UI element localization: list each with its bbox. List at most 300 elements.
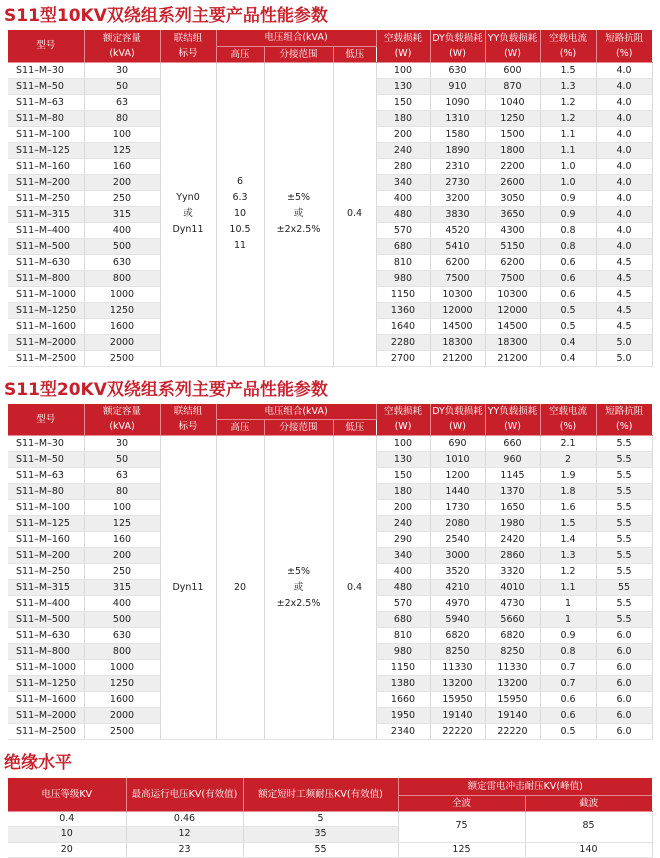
cell: 0.5	[540, 318, 596, 334]
cell-model: S11–M–80	[8, 484, 84, 500]
cell: 960	[485, 452, 540, 468]
col-max-voltage: 最高运行电压KV(有效值)	[126, 778, 243, 811]
cell-model: S11–M–50	[8, 452, 84, 468]
cell: 130	[376, 78, 430, 94]
cell: 4210	[430, 580, 485, 596]
cell: 7500	[430, 270, 485, 286]
cell: 6.0	[596, 676, 652, 692]
cell: 6200	[485, 254, 540, 270]
cell: 1580	[430, 126, 485, 142]
cell: 4730	[485, 596, 540, 612]
cell-capacity: 800	[84, 270, 160, 286]
cell-capacity: 30	[84, 436, 160, 452]
cell-model: S11–M–1000	[8, 286, 84, 302]
cell-capacity: 630	[84, 628, 160, 644]
cell: 810	[376, 254, 430, 270]
cell: 400	[376, 564, 430, 580]
cell: 570	[376, 596, 430, 612]
col-voltage: 电压组合(kVA)	[216, 30, 376, 46]
cell-lv: 0.4	[333, 436, 376, 740]
cell-hv-line: 6.3	[232, 192, 248, 203]
cell-tap-line: 或	[293, 208, 304, 219]
cell: 5.5	[596, 532, 652, 548]
cell: 100	[376, 62, 430, 78]
cell: 0.5	[540, 724, 596, 740]
table-row	[8, 62, 652, 78]
cell: 4300	[485, 222, 540, 238]
cell: 0.6	[540, 692, 596, 708]
cell-capacity: 1000	[84, 660, 160, 676]
cell: 1090	[430, 94, 485, 110]
cell-model: S11–M–2500	[8, 350, 84, 366]
cell: 1440	[430, 484, 485, 500]
cell: 4.0	[596, 62, 652, 78]
cell: 980	[376, 270, 430, 286]
cell: 5150	[485, 238, 540, 254]
cell-capacity: 400	[84, 222, 160, 238]
cell-capacity: 63	[84, 468, 160, 484]
cell: 1.0	[540, 158, 596, 174]
cell-model: S11–M–125	[8, 516, 84, 532]
cell: 3320	[485, 564, 540, 580]
cell: 240	[376, 142, 430, 158]
cell: 12000	[430, 302, 485, 318]
cell: 13200	[430, 676, 485, 692]
cell: 35	[243, 827, 398, 843]
cell: 1150	[376, 286, 430, 302]
cell: 980	[376, 644, 430, 660]
cell: 680	[376, 612, 430, 628]
cell: 1370	[485, 484, 540, 500]
cell-group	[160, 62, 216, 366]
cell: 0.9	[540, 628, 596, 644]
cell-full-merged: 75	[398, 811, 525, 842]
cell: 12	[126, 827, 243, 843]
cell: 0.4	[8, 811, 126, 827]
cell: 0.4	[540, 350, 596, 366]
cell: 4.5	[596, 254, 652, 270]
cell: 6200	[430, 254, 485, 270]
cell: 480	[376, 580, 430, 596]
cell: 5940	[430, 612, 485, 628]
cell-hv-line: 6	[236, 176, 244, 187]
cell: 180	[376, 484, 430, 500]
col-group: 联结组 标号	[160, 30, 216, 62]
cell: 2420	[485, 532, 540, 548]
cell-capacity: 50	[84, 78, 160, 94]
col-group: 联结组 标号	[160, 404, 216, 436]
cell: 18300	[430, 334, 485, 350]
cell: 4.0	[596, 126, 652, 142]
cell-model: S11–M–30	[8, 436, 84, 452]
cell: 1.6	[540, 500, 596, 516]
cell: 130	[376, 452, 430, 468]
cell: 0.8	[540, 222, 596, 238]
cell: 1890	[430, 142, 485, 158]
cell-group-line: Dyn11	[172, 224, 204, 235]
cell-model: S11–M–400	[8, 222, 84, 238]
col-hv: 高压	[216, 46, 264, 62]
col-i0: 空载电流 (%)	[540, 30, 596, 62]
cell: 22220	[485, 724, 540, 740]
cell: 680	[376, 238, 430, 254]
cell: 11330	[430, 660, 485, 676]
cell: 4.0	[596, 158, 652, 174]
cell: 5.5	[596, 612, 652, 628]
cell: 4.0	[596, 206, 652, 222]
cell: 5.5	[596, 516, 652, 532]
cell-tap-line: ±2x2.5%	[276, 224, 321, 235]
cell-model: S11–M–500	[8, 238, 84, 254]
cell: 55	[596, 580, 652, 596]
cell: 5.5	[596, 468, 652, 484]
cell: 100	[376, 436, 430, 452]
insulation-table	[8, 778, 653, 858]
cell: 1	[540, 612, 596, 628]
cell: 2730	[430, 174, 485, 190]
table-header	[8, 30, 652, 62]
cell: 2080	[430, 516, 485, 532]
cell-model: S11–M–250	[8, 190, 84, 206]
cell-hv-line: 10	[233, 208, 247, 219]
cell: 19140	[430, 708, 485, 724]
cell: 5.5	[596, 484, 652, 500]
cell-model: S11–M–1600	[8, 692, 84, 708]
cell-model: S11–M–50	[8, 78, 84, 94]
cell-model: S11–M–63	[8, 468, 84, 484]
col-model: 型号	[8, 30, 84, 62]
col-hv: 高压	[216, 420, 264, 436]
cell: 5.0	[596, 334, 652, 350]
cell: 1.1	[540, 580, 596, 596]
cell-capacity: 1250	[84, 302, 160, 318]
cell: 6.0	[596, 724, 652, 740]
table-10kv	[8, 30, 653, 367]
cell: 480	[376, 206, 430, 222]
col-tap: 分接范围	[264, 420, 333, 436]
cell-capacity: 125	[84, 142, 160, 158]
cell: 13200	[485, 676, 540, 692]
cell: 600	[485, 62, 540, 78]
cell: 5660	[485, 612, 540, 628]
cell: 910	[430, 78, 485, 94]
cell: 2200	[485, 158, 540, 174]
cell: 870	[485, 78, 540, 94]
cell-model: S11–M–800	[8, 270, 84, 286]
cell-model: S11–M–1250	[8, 676, 84, 692]
cell-model: S11–M–2500	[8, 724, 84, 740]
cell: 570	[376, 222, 430, 238]
cell: 1.1	[540, 126, 596, 142]
cell: 0.8	[540, 644, 596, 660]
cell-model: S11–M–250	[8, 564, 84, 580]
cell: 1800	[485, 142, 540, 158]
cell: 4.5	[596, 318, 652, 334]
cell: 810	[376, 628, 430, 644]
cell-capacity: 125	[84, 516, 160, 532]
cell-hv-line: 10.5	[229, 224, 251, 235]
cell-capacity: 160	[84, 532, 160, 548]
cell: 1200	[430, 468, 485, 484]
cell-capacity: 80	[84, 110, 160, 126]
cell: 4.0	[596, 110, 652, 126]
col-dy: DY负载损耗 (W)	[430, 404, 485, 436]
cell-capacity: 50	[84, 452, 160, 468]
cell: 200	[376, 500, 430, 516]
cell: 0.5	[540, 302, 596, 318]
cell-capacity: 160	[84, 158, 160, 174]
cell-capacity: 200	[84, 548, 160, 564]
cell: 0.4	[540, 334, 596, 350]
cell-capacity: 400	[84, 596, 160, 612]
table-20kv	[8, 404, 653, 741]
cell: 1250	[485, 110, 540, 126]
cell: 4.0	[596, 174, 652, 190]
cell: 1145	[485, 468, 540, 484]
table-header	[8, 778, 652, 811]
cell: 14500	[430, 318, 485, 334]
cell: 55	[243, 842, 398, 858]
col-p0: 空载损耗 (W)	[376, 404, 430, 436]
cell: 18300	[485, 334, 540, 350]
cell-tap-line: ±2x2.5%	[276, 597, 321, 609]
cell: 6.0	[596, 644, 652, 660]
col-model: 型号	[8, 404, 84, 436]
cell: 1010	[430, 452, 485, 468]
cell: 5.0	[596, 350, 652, 366]
cell-capacity: 315	[84, 206, 160, 222]
col-yy: YY负载损耗 (W)	[485, 30, 540, 62]
cell: 3830	[430, 206, 485, 222]
cell: 200	[376, 126, 430, 142]
cell: 6.0	[596, 660, 652, 676]
cell: 0.9	[540, 206, 596, 222]
cell-capacity: 30	[84, 62, 160, 78]
cell-model: S11–M–1250	[8, 302, 84, 318]
cell: 4010	[485, 580, 540, 596]
cell-hv	[216, 62, 264, 366]
cell-tap-line: ±5%	[286, 565, 311, 577]
cell-capacity: 1250	[84, 676, 160, 692]
cell-hv-line: 11	[233, 240, 247, 251]
cell: 690	[430, 436, 485, 452]
cell: 0.46	[126, 811, 243, 827]
cell: 1.2	[540, 110, 596, 126]
cell: 2700	[376, 350, 430, 366]
cell: 1380	[376, 676, 430, 692]
cell: 10300	[485, 286, 540, 302]
cell-hv	[216, 436, 264, 740]
cell: 22220	[430, 724, 485, 740]
cell: 1500	[485, 126, 540, 142]
cell-model: S11–M–315	[8, 580, 84, 596]
cell: 180	[376, 110, 430, 126]
cell: 3650	[485, 206, 540, 222]
cell: 3000	[430, 548, 485, 564]
cell: 5.5	[596, 436, 652, 452]
col-full-wave: 全波	[398, 795, 525, 811]
cell: 4970	[430, 596, 485, 612]
cell: 1.2	[540, 564, 596, 580]
cell: 12000	[485, 302, 540, 318]
cell: 1.5	[540, 516, 596, 532]
cell: 15950	[485, 692, 540, 708]
cell: 1150	[376, 660, 430, 676]
cell-model: S11–M–80	[8, 110, 84, 126]
col-capacity: 额定容量 (kVA)	[84, 404, 160, 436]
cell-chopped-merged: 85	[525, 811, 652, 842]
col-capacity: 额定容量 (kVA)	[84, 30, 160, 62]
cell: 3050	[485, 190, 540, 206]
cell: 1.3	[540, 78, 596, 94]
table-row	[8, 811, 652, 827]
cell-model: S11–M–315	[8, 206, 84, 222]
cell-capacity: 800	[84, 644, 160, 660]
cell: 6820	[485, 628, 540, 644]
col-tap: 分接范围	[264, 46, 333, 62]
table-10kv-section	[0, 5, 660, 367]
cell: 0.8	[540, 238, 596, 254]
cell: 5	[243, 811, 398, 827]
cell: 6.0	[596, 628, 652, 644]
cell: 1.0	[540, 174, 596, 190]
cell: 1950	[376, 708, 430, 724]
cell: 1980	[485, 516, 540, 532]
cell-capacity: 80	[84, 484, 160, 500]
table-body	[8, 436, 652, 740]
cell: 23	[126, 842, 243, 858]
cell: 1640	[376, 318, 430, 334]
cell-model: S11–M–1600	[8, 318, 84, 334]
cell-capacity: 100	[84, 500, 160, 516]
col-uk: 短路抗阻 (%)	[596, 404, 652, 436]
cell: 150	[376, 468, 430, 484]
cell-model: S11–M–125	[8, 142, 84, 158]
cell: 6.0	[596, 692, 652, 708]
cell: 1.1	[540, 142, 596, 158]
cell-capacity: 500	[84, 612, 160, 628]
cell: 2310	[430, 158, 485, 174]
cell-capacity: 500	[84, 238, 160, 254]
cell-group-line: Dyn11	[172, 581, 204, 593]
table-header	[8, 404, 652, 436]
cell: 1.8	[540, 484, 596, 500]
cell: 19140	[485, 708, 540, 724]
table-body	[8, 62, 652, 366]
cell-tap	[264, 436, 333, 740]
cell: 5.5	[596, 452, 652, 468]
cell: 1650	[485, 500, 540, 516]
cell: 0.9	[540, 190, 596, 206]
col-lv: 低压	[333, 46, 376, 62]
cell-model: S11–M–630	[8, 254, 84, 270]
cell: 290	[376, 532, 430, 548]
cell: 2860	[485, 548, 540, 564]
section-title-insulation: 绝缘水平	[4, 753, 72, 773]
cell: 4.0	[596, 142, 652, 158]
cell: 660	[485, 436, 540, 452]
cell-capacity: 2500	[84, 724, 160, 740]
cell: 10300	[430, 286, 485, 302]
cell: 140	[525, 842, 652, 858]
cell: 0.6	[540, 708, 596, 724]
cell-tap	[264, 62, 333, 366]
cell-model: S11–M–63	[8, 94, 84, 110]
cell: 240	[376, 516, 430, 532]
col-impulse: 额定雷电冲击耐压KV(峰值)	[398, 778, 652, 795]
cell: 340	[376, 174, 430, 190]
cell: 4.5	[596, 270, 652, 286]
cell-model: S11–M–100	[8, 500, 84, 516]
cell: 4520	[430, 222, 485, 238]
cell-group	[160, 436, 216, 740]
cell: 21200	[430, 350, 485, 366]
cell: 4.0	[596, 222, 652, 238]
cell: 8250	[430, 644, 485, 660]
cell: 2540	[430, 532, 485, 548]
cell: 21200	[485, 350, 540, 366]
cell-capacity: 2000	[84, 708, 160, 724]
cell: 1310	[430, 110, 485, 126]
col-lv: 低压	[333, 420, 376, 436]
cell: 7500	[485, 270, 540, 286]
cell: 1730	[430, 500, 485, 516]
cell-capacity: 200	[84, 174, 160, 190]
cell-tap-line: 或	[293, 581, 304, 593]
cell: 1	[540, 596, 596, 612]
cell-model: S11–M–800	[8, 644, 84, 660]
cell: 5410	[430, 238, 485, 254]
cell: 5.5	[596, 548, 652, 564]
cell: 4.0	[596, 78, 652, 94]
cell: 1.2	[540, 94, 596, 110]
cell: 340	[376, 548, 430, 564]
cell: 4.5	[596, 302, 652, 318]
cell: 5.5	[596, 564, 652, 580]
cell-model: S11–M–400	[8, 596, 84, 612]
cell: 0.6	[540, 270, 596, 286]
col-uk: 短路抗阻 (%)	[596, 30, 652, 62]
cell: 20	[8, 842, 126, 858]
cell: 0.6	[540, 286, 596, 302]
cell: 8250	[485, 644, 540, 660]
cell: 1.3	[540, 548, 596, 564]
cell-capacity: 250	[84, 190, 160, 206]
cell: 15950	[430, 692, 485, 708]
cell: 4.0	[596, 94, 652, 110]
cell: 3200	[430, 190, 485, 206]
cell-group-line: Yyn0	[176, 192, 200, 203]
cell-capacity: 1600	[84, 692, 160, 708]
col-voltage: 电压组合(kVA)	[216, 404, 376, 420]
table-20kv-section	[0, 379, 660, 741]
cell: 1.4	[540, 532, 596, 548]
cell-capacity: 315	[84, 580, 160, 596]
col-short-time: 额定短时工频耐压KV(有效值)	[243, 778, 398, 811]
cell: 11330	[485, 660, 540, 676]
cell: 6.0	[596, 708, 652, 724]
cell: 0.7	[540, 676, 596, 692]
cell-model: S11–M–2000	[8, 708, 84, 724]
cell-capacity: 2000	[84, 334, 160, 350]
cell-model: S11–M–200	[8, 174, 84, 190]
cell: 2	[540, 452, 596, 468]
cell: 14500	[485, 318, 540, 334]
section-title-10kv: S11型10KV双绕组系列主要产品性能参数	[4, 6, 328, 26]
cell: 2340	[376, 724, 430, 740]
cell-hv-line: 20	[233, 581, 247, 593]
cell-model: S11–M–30	[8, 62, 84, 78]
